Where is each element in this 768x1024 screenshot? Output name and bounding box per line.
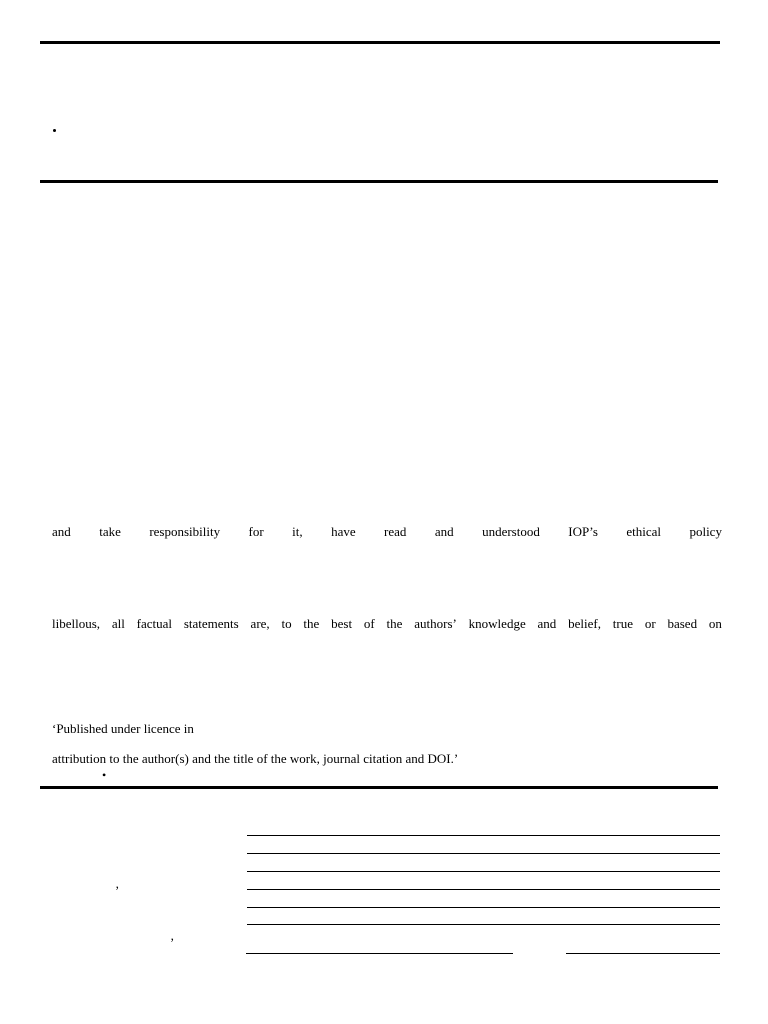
top-rule: [40, 41, 720, 44]
form-line-4[interactable]: [247, 889, 720, 890]
word: belief,: [568, 616, 601, 631]
word: responsibility: [149, 524, 221, 539]
word: authors’: [414, 616, 457, 631]
word: to: [281, 616, 292, 631]
word: ethical: [626, 524, 662, 539]
section-rule-2: [40, 786, 718, 789]
licence-line-1: ‘Published under licence in: [52, 721, 194, 736]
word: based: [667, 616, 698, 631]
justified-line-ethics: [52, 524, 722, 540]
word: libellous,: [52, 616, 101, 631]
word: are,: [250, 616, 270, 631]
form-line-1[interactable]: [247, 835, 720, 836]
word: knowledge: [468, 616, 526, 631]
word: best: [331, 616, 353, 631]
signature-line[interactable]: [246, 953, 513, 954]
word: true: [612, 616, 633, 631]
date-line[interactable]: [566, 953, 720, 954]
form-line-2[interactable]: [247, 853, 720, 854]
form-line-6[interactable]: [247, 924, 720, 925]
word: and: [52, 524, 71, 539]
section-rule-1: [40, 180, 718, 183]
word: or: [644, 616, 656, 631]
word: IOP’s: [568, 524, 598, 539]
small-bullet-dot: [53, 129, 56, 132]
word: the: [303, 616, 320, 631]
word: of: [363, 616, 375, 631]
word: for: [248, 524, 264, 539]
word: policy: [689, 524, 722, 539]
bullet-marker: •: [102, 768, 107, 782]
word: and: [434, 524, 454, 539]
form-label-mark-1: ’: [115, 883, 120, 898]
word: all: [111, 616, 125, 631]
word: read: [384, 524, 407, 539]
word: factual: [136, 616, 173, 631]
word: the: [386, 616, 403, 631]
word: statements: [183, 616, 239, 631]
form-line-3[interactable]: [247, 871, 720, 872]
form-label-mark-2: ’: [170, 935, 175, 950]
justified-line-libellous: [52, 616, 722, 632]
word: have: [331, 524, 356, 539]
word: it,: [292, 524, 303, 539]
word: take: [99, 524, 121, 539]
form-line-5[interactable]: [247, 907, 720, 908]
word: on: [708, 616, 722, 631]
word: understood: [482, 524, 540, 539]
word: and: [537, 616, 557, 631]
licence-line-2: attribution to the author(s) and the title of the work, journal citation and DOI.’: [52, 751, 459, 766]
